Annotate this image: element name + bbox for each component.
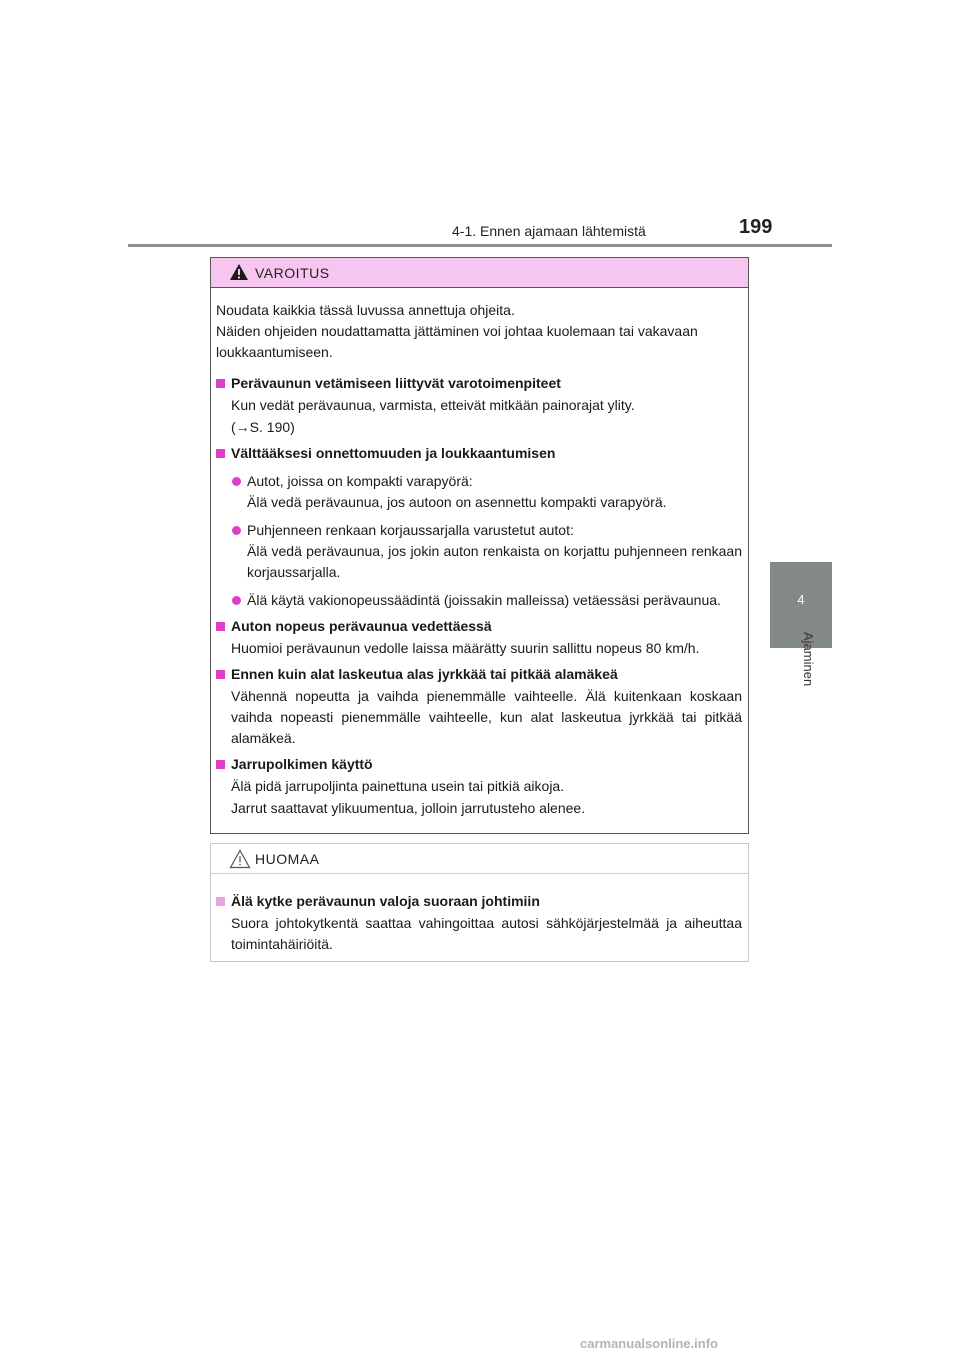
warning-header <box>211 258 748 288</box>
warning-item <box>216 373 742 438</box>
sub-item: Autot, joissa on kompakti varapyörä: Älä vedä perävaunua, jos autoon on asennettu kompakti varapyörä. <box>216 471 742 513</box>
intro-line: Noudata kaikkia tässä luvussa annettuja ohjeita. <box>216 302 515 318</box>
warning-body <box>211 288 748 833</box>
notice-box <box>210 843 749 962</box>
item-heading: Ennen kuin alat laskeutua alas jyrkkää tai pitkää alamäkeä <box>216 664 742 685</box>
warning-item <box>216 664 742 749</box>
warning-intro <box>216 300 742 363</box>
item-text: Huomioi perävaunun vedolle laissa määrätty suurin sallittu nopeus 80 km/h. <box>231 640 700 656</box>
header-rule <box>128 244 832 247</box>
intro-line: Näiden ohjeiden noudattamatta jättäminen voi johtaa kuolemaan tai vakavaan loukkaantumiseen. <box>216 323 698 360</box>
warning-triangle-icon <box>229 263 249 281</box>
item-heading: Älä kytke perävaunun valoja suoraan johtimiin <box>216 891 742 912</box>
notice-header <box>211 844 748 874</box>
notice-item <box>216 891 742 955</box>
item-heading: Perävaunun vetämiseen liittyvät varotoimenpiteet <box>216 373 742 394</box>
item-heading: Auton nopeus perävaunua vedettäessä <box>216 616 742 637</box>
warning-item <box>216 616 742 659</box>
chapter-number: 4 <box>797 592 805 607</box>
item-text: Kun vedät perävaunua, varmista, etteivät mitkään painorajat ylity. <box>231 397 635 413</box>
item-heading: Jarrupolkimen käyttö <box>216 754 742 775</box>
item-heading: Välttääksesi onnettomuuden ja loukkaantumisen <box>216 443 742 464</box>
sub-item: Älä käytä vakionopeussäädintä (joissakin malleissa) vetäessäsi perävaunua. <box>216 590 742 611</box>
square-bullet-icon <box>216 379 225 388</box>
caution-triangle-icon <box>229 849 251 869</box>
round-bullet-icon <box>232 477 241 486</box>
sub-item: Puhjenneen renkaan korjaussarjalla varustetut autot: Älä vedä perävaunua, jos jokin auton renkaista on korjattu puhjenneen renkaan korjaussarjalla. <box>216 520 742 583</box>
page-header-section-title: 4-1. Ennen ajamaan lähtemistä <box>452 223 646 239</box>
round-bullet-icon <box>232 596 241 605</box>
square-bullet-icon <box>216 897 225 906</box>
notice-body <box>211 874 748 969</box>
square-bullet-icon <box>216 670 225 679</box>
chapter-title: Ajaminen <box>801 632 816 687</box>
square-bullet-icon <box>216 622 225 631</box>
round-bullet-icon <box>232 526 241 535</box>
notice-title: HUOMAA <box>255 851 320 867</box>
watermark: carmanualsonline.info <box>580 1336 718 1351</box>
warning-item <box>216 443 742 611</box>
item-text: Älä pidä jarrupoljinta painettuna usein tai pitkiä aikoja. <box>231 778 565 794</box>
page-reference: (→S. 190) <box>231 419 295 435</box>
square-bullet-icon <box>216 449 225 458</box>
item-text: Suora johtokytkentä saattaa vahingoittaa autosi sähköjärjestelmää ja aiheuttaa toimintahäiriöitä. <box>231 915 742 952</box>
warning-item <box>216 754 742 819</box>
item-text: Jarrut saattavat ylikuumentua, jolloin jarrutusteho alenee. <box>231 800 586 816</box>
warning-title: VAROITUS <box>255 265 330 281</box>
warning-box <box>210 257 749 834</box>
item-text: Vähennä nopeutta ja vaihda pienemmälle vaihteelle. Älä kuitenkaan koskaan vaihda nopeasti pienemmälle vaihteelle, kun alat laskeutua jyrkkää tai pitkää alamäkeä. <box>231 688 742 746</box>
page-number: 199 <box>739 216 773 238</box>
square-bullet-icon <box>216 760 225 769</box>
